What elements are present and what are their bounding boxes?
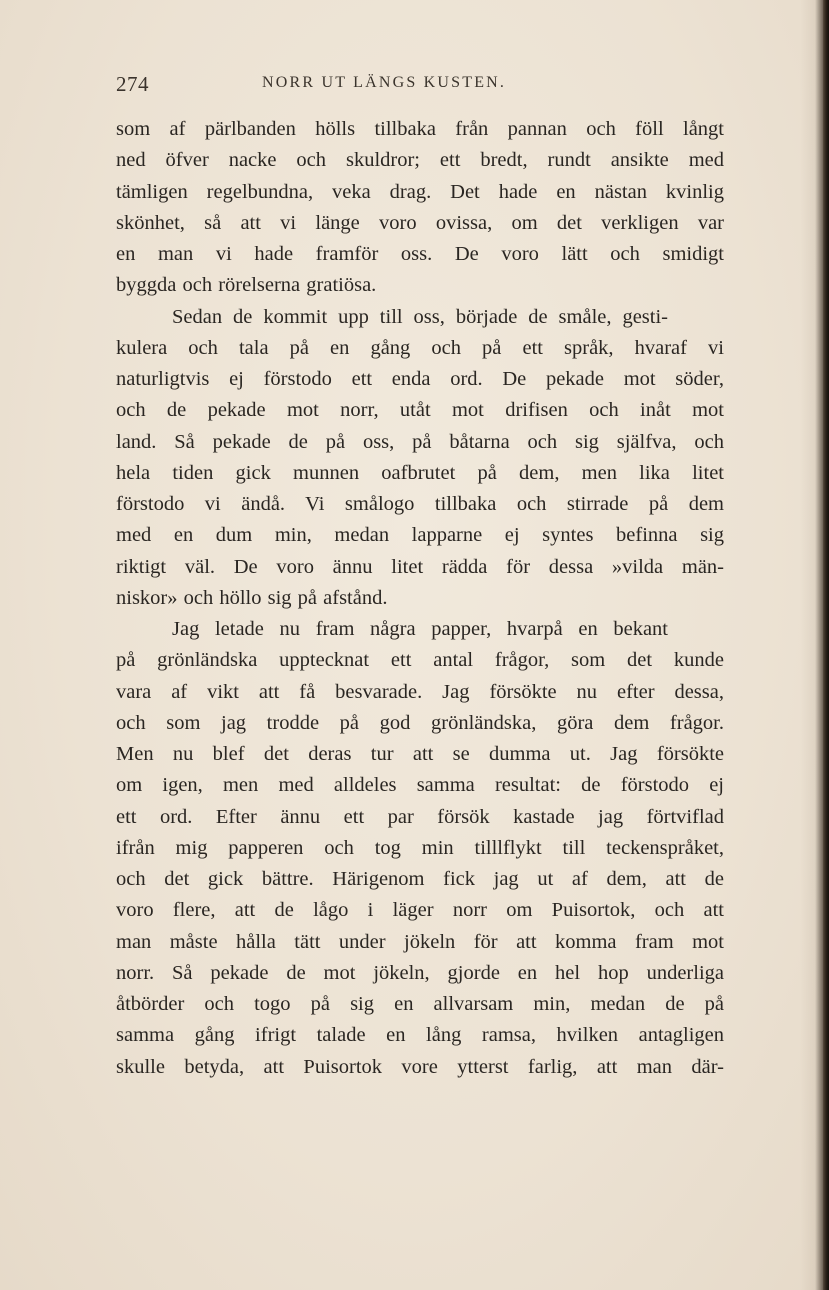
text-line-content: hela tiden gick munnen oafbrutet på dem, men lika litet xyxy=(116,461,724,484)
text-line xyxy=(116,864,724,895)
text-line-content: land. Så pekade de på oss, på båtarna och sig själfva, och xyxy=(116,430,724,453)
text-line xyxy=(116,614,724,645)
text-line-content: förstodo vi ändå. Vi smålogo tillbaka och stirrade på dem xyxy=(116,493,724,515)
text-line xyxy=(116,114,724,145)
text-line-content: med en dum min, medan lapparne ej syntes befinna sig xyxy=(116,524,724,547)
text-line xyxy=(116,177,724,208)
text-line-content: skulle betyda, att Puisortok vore ytterst farlig, att man där- xyxy=(116,1055,724,1078)
text-line-content: åtbörder och togo på sig en allvarsam min, medan de på xyxy=(116,993,724,1015)
text-line xyxy=(116,427,724,458)
text-line-content: skönhet, så att vi länge voro ovissa, om det verkligen var xyxy=(116,211,724,234)
body-text xyxy=(116,114,724,1083)
text-line-content: en man vi hade framför oss. De voro lätt och smidigt xyxy=(116,243,724,265)
text-line-content: byggda och rörelserna gratiösa. xyxy=(116,274,377,297)
text-line-content: niskor» och höllo sig på afstånd. xyxy=(116,586,388,609)
text-line-content: och de pekade mot norr, utåt mot drifisen och inåt mot xyxy=(116,399,724,422)
text-line-content: som af pärlbanden hölls tillbaka från pannan och föll långt xyxy=(116,118,724,140)
text-line xyxy=(116,833,724,864)
text-line xyxy=(116,989,724,1020)
text-line xyxy=(116,677,724,708)
text-line xyxy=(116,802,724,833)
text-line xyxy=(116,364,724,395)
text-line xyxy=(116,770,724,801)
page-number: 274 xyxy=(116,72,149,96)
text-line-content: på grönländska upptecknat ett antal frågor, som det kunde xyxy=(116,649,724,672)
text-line xyxy=(116,708,724,739)
text-line-content: Sedan de kommit upp till oss, började de småle, gesti- xyxy=(172,305,668,328)
page-header xyxy=(116,72,724,102)
text-line-content: kulera och tala på en gång och på ett språk, hvaraf vi xyxy=(116,336,724,359)
text-line xyxy=(116,1052,724,1083)
text-line-content: ifrån mig papperen och tog min tilllflykt till teckenspråket, xyxy=(116,836,724,859)
text-line xyxy=(116,333,724,364)
page-edge-shadow xyxy=(823,0,829,1290)
text-line xyxy=(116,583,724,614)
text-line-content: norr. Så pekade de mot jökeln, gjorde en hel hop underliga xyxy=(116,961,724,984)
text-line xyxy=(116,208,724,239)
text-line-content: Jag letade nu fram några papper, hvarpå en bekant xyxy=(172,618,668,640)
text-line xyxy=(116,552,724,583)
text-line xyxy=(116,895,724,926)
text-line-content: riktigt väl. De voro ännu litet rädda för dessa »vilda män- xyxy=(116,555,724,578)
text-line-content: Men nu blef det deras tur att se dumma ut. Jag försökte xyxy=(116,743,724,765)
text-line xyxy=(116,645,724,676)
text-line xyxy=(116,458,724,489)
text-line-content: och det gick bättre. Härigenom fick jag ut af dem, att de xyxy=(116,868,724,890)
text-line-content: om igen, men med alldeles samma resultat: de förstodo ej xyxy=(116,774,724,797)
text-line xyxy=(116,302,724,333)
text-line xyxy=(116,395,724,426)
text-line xyxy=(116,489,724,520)
text-line xyxy=(116,239,724,270)
text-line xyxy=(116,739,724,770)
text-line-content: ett ord. Efter ännu ett par försök kastade jag förtviflad xyxy=(116,805,724,828)
text-line-content: naturligtvis ej förstodo ett enda ord. De pekade mot söder, xyxy=(116,368,724,390)
text-line xyxy=(116,270,724,301)
text-line-content: man måste hålla tätt under jökeln för att komma fram mot xyxy=(116,930,724,953)
text-line xyxy=(116,145,724,176)
text-line-content: och som jag trodde på god grönländska, göra dem frågor. xyxy=(116,711,724,734)
text-line-content: ned öfver nacke och skuldror; ett bredt, rundt ansikte med xyxy=(116,149,724,172)
text-line-content: tämligen regelbundna, veka drag. Det hade en nästan kvinlig xyxy=(116,180,724,203)
running-title: NORR UT LÄNGS KUSTEN. xyxy=(262,74,507,91)
text-line xyxy=(116,520,724,551)
text-line-content: vara af vikt att få besvarade. Jag försökte nu efter dessa, xyxy=(116,680,724,703)
text-line-content: samma gång ifrigt talade en lång ramsa, hvilken antagligen xyxy=(116,1024,724,1047)
text-line-content: voro flere, att de lågo i läger norr om Puisortok, och att xyxy=(116,899,724,922)
text-line xyxy=(116,958,724,989)
text-line xyxy=(116,1020,724,1051)
text-line xyxy=(116,927,724,958)
